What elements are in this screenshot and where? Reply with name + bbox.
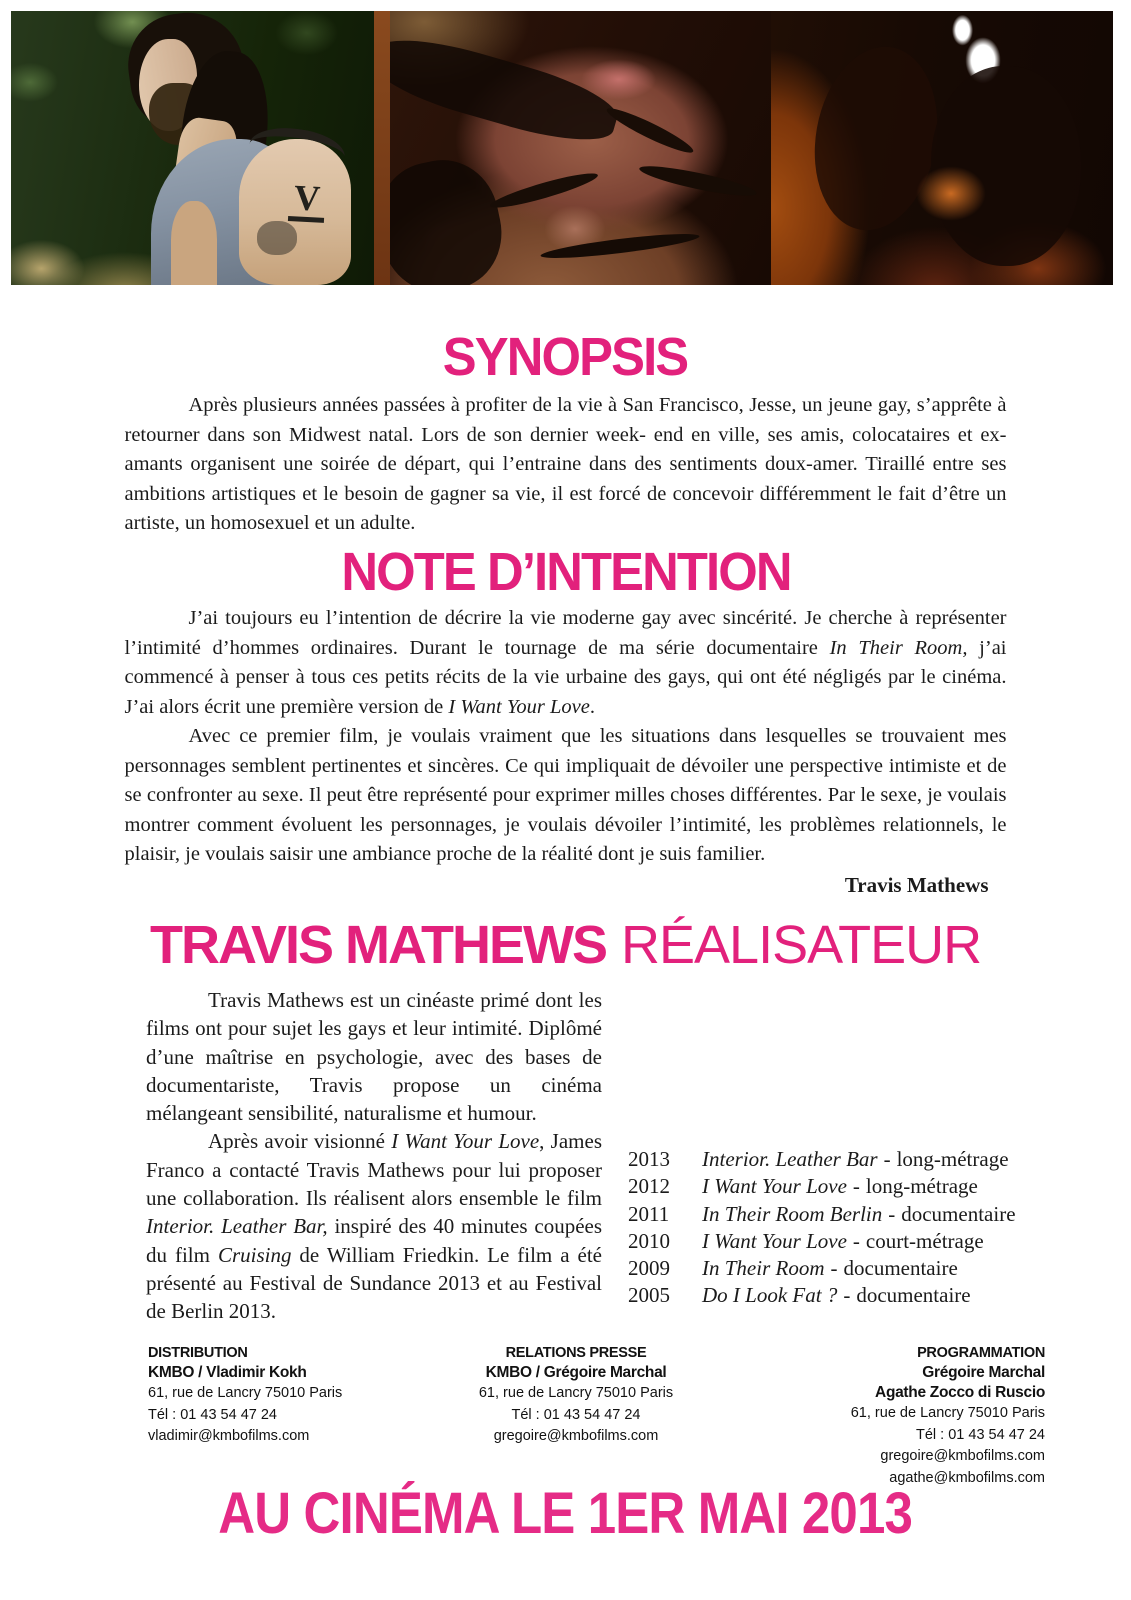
contact-relations-presse <box>445 1344 707 1448</box>
still-faces-closeup <box>390 11 771 285</box>
release-date-text: AU CINÉMA LE 1ER MAI 2013 <box>218 1481 913 1546</box>
film-year: 2012 <box>628 1174 670 1199</box>
film-separator: - <box>852 1174 860 1199</box>
film-year: 2009 <box>628 1256 670 1281</box>
filmography-row <box>628 1282 1028 1309</box>
film-title: I Want Your Love <box>702 1228 847 1253</box>
note-paragraph-2: Avec ce premier film, je voulais vraiment que les situations dans lesquelles se trouvaient mes personnages semblent pertinentes et sincères. Ce qui impliquait de dévoiler une perspective intimiste et de se confronter au sexe. Il peut être représenté pour exprimer milles choses différentes. Par le sexe, je voulais montrer comment évoluent les personnages, je voulais dévoiler l’intimité, les problèmes relationnels, le plaisir, je voulais saisir une ambiance proche de la réalité dont je suis familier. <box>124 725 1007 865</box>
director-heading <box>150 916 1131 974</box>
filmography-row <box>628 1255 1028 1282</box>
bio-paragraph-1: Travis Mathews est un cinéaste primé dont les films ont pour sujet les gays et leur intimité. Diplômé d’une maîtrise en psychologie, avec des bases de documentariste, Travis propose un cinéma mélangeant sensibilité, naturalisme et humour. <box>146 988 602 1126</box>
film-separator: - <box>888 1201 896 1226</box>
film-separator: - <box>830 1256 838 1281</box>
director-name: TRAVIS MATHEWS <box>150 915 606 975</box>
note-paragraph-1: J’ai toujours eu l’intention de décrire la vie moderne gay avec sincérité. Je cherche à représenter l’intimité d’hommes ordinaires. Durant le tournage de ma série documentaire In Their Room, j’ai commencé à penser à tous ces petits récits de la vie urbaine des gays, qui ont été négligés par le cinéma. J’ai alors écrit une première version de I Want Your Love. <box>124 607 1007 718</box>
contact-lines: 61, rue de Lancry 75010 Paris Tél : 01 43 54 47 24 gregoire@kmbofilms.com <box>478 1385 674 1444</box>
contact-lines: 61, rue de Lancry 75010 Paris Tél : 01 43 54 47 24 gregoire@kmbofilms.com agathe@kmbofilms.com <box>850 1405 1045 1486</box>
film-title: Interior. Leather Bar <box>702 1147 878 1171</box>
filmography-row <box>628 1201 1028 1228</box>
film-separator: - <box>883 1147 891 1171</box>
synopsis-heading-text: SYNOPSIS <box>443 327 688 387</box>
film-type: long-métrage <box>865 1174 978 1199</box>
film-year: 2011 <box>628 1201 670 1226</box>
contact-names: KMBO / Vladimir Kokh <box>148 1364 307 1381</box>
warm-light-glow-shape <box>916 166 986 221</box>
filmography-row <box>628 1146 1028 1173</box>
director-section <box>0 916 1131 1346</box>
synopsis-heading <box>0 327 1131 387</box>
arm-tattoo-ink-shape <box>257 221 297 255</box>
film-title: In Their Room Berlin <box>702 1201 883 1226</box>
filmography-row <box>628 1173 1028 1200</box>
synopsis-paragraph: Après plusieurs années passées à profiter de la vie à San Francisco, Jesse, un jeune gay, s’apprête à retourner dans son Midwest natal. Lors de son dernier week- end en ville, ses amis, colocataires et ex-amants organisent une soirée de départ, qui l’entraine dans des sentiments doux-amer. Tiraillé entre ses ambitions artistiques et le besoin de gagner sa vie, il est forcé de concevoir différemment le fait d’être un artiste, un homosexuel et un adulte. <box>124 394 1007 534</box>
synopsis-section <box>0 327 1131 539</box>
filmography-list <box>628 1146 1028 1310</box>
director-role: RÉALISATEUR <box>621 915 982 975</box>
dark-hair-lower-shape <box>390 150 512 285</box>
film-type: documentaire <box>856 1283 971 1308</box>
note-intention-section <box>0 542 1131 898</box>
film-type: documentaire <box>901 1201 1016 1226</box>
release-date-banner <box>0 1481 1131 1546</box>
film-type: long-métrage <box>896 1147 1009 1171</box>
contact-names: Grégoire Marchal Agathe Zocco di Ruscio <box>875 1364 1045 1401</box>
film-type: court-métrage <box>865 1228 984 1253</box>
film-title: Do I Look Fat ? <box>702 1283 838 1308</box>
dark-hair-shape <box>390 26 624 155</box>
author-signature: Travis Mathews <box>844 872 989 897</box>
note-intention-heading <box>0 542 1131 602</box>
film-year: 2005 <box>628 1283 670 1308</box>
wood-post-shape <box>374 11 390 285</box>
film-stills-strip <box>11 11 1113 285</box>
film-title: In Their Room <box>702 1256 825 1281</box>
closed-eye-shape <box>638 161 759 202</box>
film-year: 2010 <box>628 1228 670 1253</box>
contact-heading: PROGRAMMATION <box>917 1345 1045 1361</box>
director-columns <box>0 986 1131 1346</box>
still-men-kissing <box>771 11 1113 285</box>
contact-lines: 61, rue de Lancry 75010 Paris Tél : 01 43 54 47 24 vladimir@kmbofilms.com <box>148 1385 343 1444</box>
film-separator: - <box>852 1228 860 1253</box>
contact-programmation <box>851 1344 1045 1489</box>
film-type: documentaire <box>843 1256 958 1281</box>
bio-paragraph-2: Après avoir visionné I Want Your Love, James Franco a contacté Travis Mathews pour lui proposer une collaboration. Ils réalisent alors ensemble le film Interior. Leather Bar, inspiré des 40 minutes coupées du film Cruising de William Friedkin. Le film a été présenté au Festival de Sundance 2013 et au Festival de Berlin 2013. <box>146 1129 603 1324</box>
film-year: 2013 <box>628 1147 670 1171</box>
film-title: I Want Your Love <box>702 1174 847 1199</box>
contact-heading: DISTRIBUTION <box>148 1345 248 1361</box>
contact-distribution <box>148 1344 342 1448</box>
director-bio <box>146 986 602 1326</box>
contact-names: KMBO / Grégoire Marchal <box>485 1364 667 1381</box>
man-chest-shape <box>171 201 217 285</box>
roman-numeral-tattoo: V <box>288 178 326 223</box>
filmography-row <box>628 1228 1028 1255</box>
eyebrow-shape <box>604 103 697 159</box>
contact-heading: RELATIONS PRESSE <box>505 1345 647 1361</box>
note-intention-heading-text: NOTE D’INTENTION <box>340 542 791 602</box>
still-man-profile-outdoors <box>11 11 390 285</box>
film-separator: - <box>843 1283 851 1308</box>
